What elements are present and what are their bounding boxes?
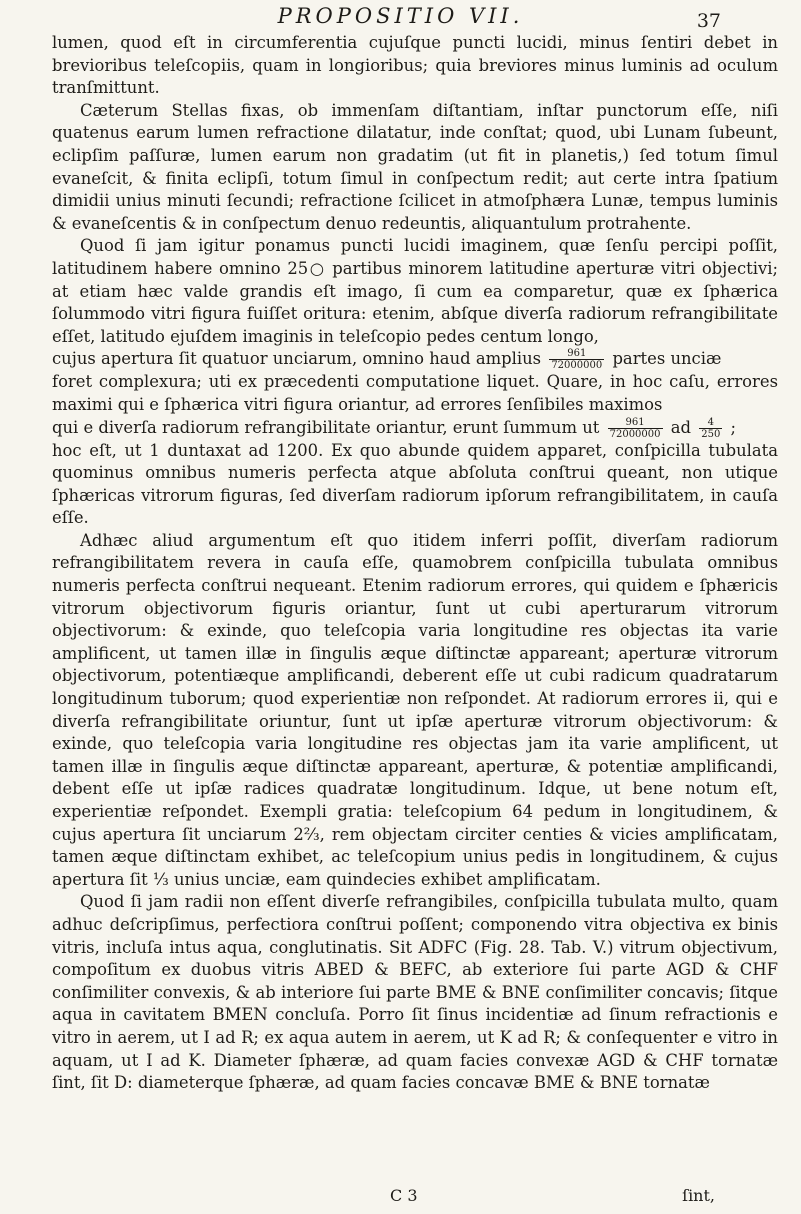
text-run: ad xyxy=(670,417,691,437)
text-run: cujus apertura ſit quatuor unciarum, omnino haud amplius xyxy=(52,349,542,369)
fraction-numerator: 961 xyxy=(608,417,663,429)
paragraph: Quod ſi jam igitur ponamus puncti lucidi imaginem, quæ ſenſu percipi poſſit, latitudinem habere omnino 25○ partibus minorem latitudine aperturæ vitri objectivi; at etiam hæc valde grandis eſt imago, ſi cum ea comparetur, quæ ex ſphærica ſolummodo vitri figura fuiſſet oritura: etenim, abſque diverſa radiorum refrangibilitate eſſet, latitudo ejuſdem imaginis in teleſcopio pedes centum longo, xyxy=(52,236,778,346)
fraction xyxy=(608,417,663,440)
text-run: ; xyxy=(730,417,737,437)
paragraph: Quod ſi jam radii non eſſent diverſe refrangibiles, conſpicilla tubulata multo, quam adhuc deſcripſimus, perfectiora conſtrui poſſent; componendo vitra objectiva ex binis vitris, incluſa intus aqua, conglutinatis. Sit ADFC (Fig. 28. Tab. V.) vitrum objectivum, compoſitum ex duobus vitris ABED & BEFC, ab exteriore ſui parte AGD & CHF conſimiliter convexis, & ab interiore ſui parte BME & BNE conſimiliter concavis; ſitque aqua in cavitatem BMEN concluſa. Porro ſit ſinus incidentiæ ad ſinum refractionis e vitro in aerem, ut I ad R; ex aqua autem in aerem, ut K ad R; & conſequenter e vitro in aquam, ut I ad K. Diameter ſphæræ, ad quam facies convexæ AGD & CHF tornatæ ſint, ſit D: diameterque ſphæræ, ad quam facies concavæ BME & BNE tornatæ xyxy=(52,892,778,1093)
fraction-denominator: 72000000 xyxy=(609,428,661,440)
body-text xyxy=(52,32,778,1095)
fraction-denominator: 250 xyxy=(701,428,721,440)
fraction-line-ratio xyxy=(52,417,778,440)
paragraph: hoc eſt, ut 1 duntaxat ad 1200. Ex quo abunde quidem apparet, conſpicilla tubulata quominus omnibus numeris perfecta atque abſoluta conſtrui queant, non utique ſphæricas vitrorum figuras, ſed diverſam radiorum ipſorum refrangibilitatem, in cauſa eſſe. xyxy=(52,440,778,528)
fraction-line-aperture xyxy=(52,348,778,371)
running-title: PROPOSITIO VII. xyxy=(277,4,524,28)
paragraph: foret complexura; uti ex præcedenti computatione liquet. Quare, in hoc caſu, errores maximi qui e ſphærica vitri figura oriantur, ad errores ſenſibiles maximos xyxy=(52,372,778,414)
page-number: 37 xyxy=(696,10,721,32)
fraction-numerator: 4 xyxy=(699,417,722,429)
fraction xyxy=(549,348,604,371)
text-run: qui e diverſa radiorum refrangibilitate oriantur, erunt ſummum ut xyxy=(52,417,600,437)
fraction xyxy=(699,417,722,440)
fraction-denominator: 72000000 xyxy=(551,360,603,372)
fraction-numerator: 961 xyxy=(549,348,604,360)
paragraph: Adhæc aliud argumentum eſt quo itidem inferri poſſit, diverſam radiorum refrangibilitatem revera in cauſa eſſe, quamobrem conſpicilla tubulata omnibus numeris perfecta conſtrui nequeant. Etenim radiorum errores, qui quidem e ſphæricis vitrorum objectivorum figuris oriantur, ſunt ut cubi aperturarum vitrorum objectivorum: & exinde, quo teleſcopia varia longitudine res objectas ita varie amplificent, ut tamen illæ in ſingulis æque diſtinctæ appareant; aperturæ vitrorum objectivorum, potentiæque amplificandi, deberent eſſe ut cubi radicum quadratarum longitudinum tuborum; quod experientiæ non reſpondet. At radiorum errores ii, qui e diverſa refrangibilitate oriuntur, ſunt ut ipſæ aperturæ vitrorum objectivorum: & exinde, quo teleſcopia varia longitudine res objectas jam ita varie amplificent, ut tamen illæ in ſingulis æque diſtinctæ appareant, aperturæ, & potentiæ amplificandi, debent eſſe ut ipſæ radices quadratæ longitudinum. Idque, ut bene notum eſt, experientiæ reſpondet. Exempli gratia: teleſcopium 64 pedum in longitudinem, & cujus apertura ſit unciarum 2⅔, rem objectam circiter centies & vicies amplificatam, tamen æque diſtinctam exhibet, ac teleſcopium unius pedis in longitudinem, & cujus apertura ſit ⅓ unius unciæ, eam quindecies exhibet amplificatam. xyxy=(52,530,778,889)
catchword: ſint, xyxy=(682,1186,715,1205)
paragraph: Cæterum Stellas fixas, ob immenſam diſtantiam, inſtar punctorum eſſe, niſi quatenus earum lumen refractione dilatatur, inde conſtat; quod, ubi Lunam ſubeunt, eclipſim paſſuræ, lumen earum non gradatim (ut fit in planetis,) ſed totum ſimul evaneſcit, & finita eclipſi, totum ſimul in conſpectum redit; aut certe intra ſpatium dimidii unius minuti ſecundi; refractione ſcilicet in atmoſphæra Lunæ, tempus luminis & evaneſcentis & in conſpectum denuo redeuntis, aliquantulum protrahente. xyxy=(52,100,778,233)
signature-mark: C 3 xyxy=(390,1186,418,1205)
text-run: partes unciæ xyxy=(612,349,722,369)
paragraph: lumen, quod eſt in circumferentia cujuſque puncti lucidi, minus ſentiri debet in brevioribus teleſcopiis, quam in longioribus; quia breviores minus luminis ad oculum tranſmittunt. xyxy=(52,33,778,98)
page-header xyxy=(0,4,801,34)
